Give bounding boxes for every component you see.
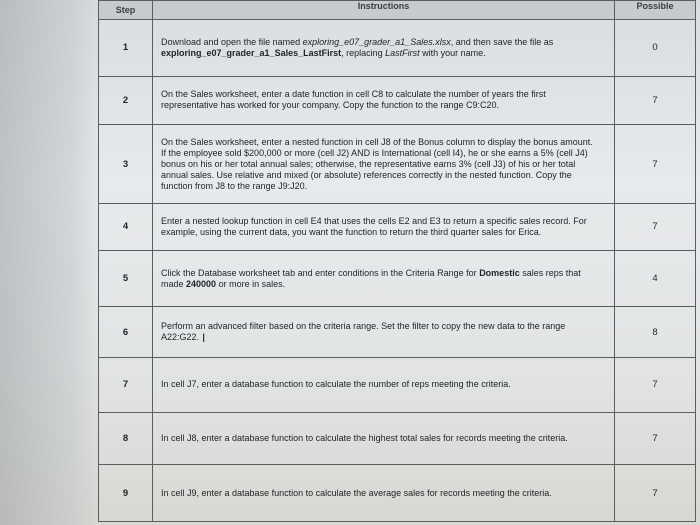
table-row: [99, 307, 696, 358]
table-row: [99, 125, 696, 204]
possible-points: 7: [615, 358, 696, 413]
text-cursor-icon: I: [202, 330, 206, 345]
instruction-text: [153, 204, 615, 251]
header-instructions: Instructions: [153, 1, 615, 20]
instruction-segment: with your name.: [419, 47, 486, 58]
table-row: [99, 250, 696, 307]
instruction-segment: Click the Database worksheet tab and enter conditions in the Criteria Range for: [161, 267, 480, 278]
instruction-segment: In cell J7, enter a database function to calculate the number of reps meeting the criteria.: [161, 379, 511, 390]
instruction-segment: sales reps that made: [161, 267, 581, 289]
instruction-segment: In cell J9, enter a database function to calculate the average sales for records meeting the criteria.: [161, 487, 552, 498]
instruction-segment: 240000: [186, 278, 217, 289]
instruction-segment: or more in sales.: [216, 278, 286, 289]
possible-points: 7: [615, 204, 696, 251]
table-row: [99, 204, 696, 251]
possible-points: 7: [615, 76, 696, 125]
instruction-segment: On the Sales worksheet, enter a nested function in cell J8 of the Bonus column to display the bonus amount. If the employee sold $200,000 or more (cell J2) AND is International (cell I4), he or she earns a 5% (cell J4) bonus on his or her total annual sales; otherwise, the representative earns 3% (cell J3) of his or her total annual sales. Use relative and mixed (or absolute) references correctly in the nested function. Copy the function from J8 to the range J9:J20.: [161, 136, 593, 191]
possible-points: 7: [615, 412, 696, 465]
left-shadow: [0, 0, 102, 525]
header-possible: Possible: [615, 1, 696, 20]
step-number: 4: [99, 204, 153, 251]
instruction-segment: Download and open the file named: [161, 36, 303, 47]
step-number: 8: [99, 412, 153, 465]
table-row: [99, 412, 696, 465]
instruction-text: [153, 20, 615, 77]
instruction-segment: exploring_e07_grader_a1_Sales_LastFirst: [161, 47, 342, 58]
instruction-text: [153, 412, 615, 465]
step-number: 3: [99, 125, 153, 204]
instruction-segment: LastFirst: [385, 47, 420, 58]
instruction-segment: Perform an advanced filter based on the criteria range. Set the filter to copy the new data to the range A22:G22.: [161, 320, 566, 342]
header-step: Step: [99, 1, 153, 20]
instruction-text: [153, 76, 615, 125]
instruction-segment: On the Sales worksheet, enter a date function in cell C8 to calculate the number of years the first representative has worked for your company. Copy the function to the range C9:C20.: [161, 89, 546, 111]
step-number: 2: [99, 76, 153, 125]
instruction-segment: , and then save the file as: [450, 36, 554, 47]
step-number: 5: [99, 250, 153, 307]
instruction-text: [153, 250, 615, 307]
step-number: 1: [99, 20, 153, 77]
step-number: 9: [99, 465, 153, 522]
possible-points: 4: [615, 250, 696, 307]
table-header-row: [99, 1, 696, 20]
table-row: [99, 465, 696, 522]
instruction-text: [153, 125, 615, 204]
instruction-segment: In cell J8, enter a database function to calculate the highest total sales for records meeting the criteria.: [161, 432, 568, 443]
possible-points: 0: [615, 20, 696, 77]
instruction-text: [153, 307, 615, 358]
instructions-table: [98, 0, 696, 522]
instruction-text: [153, 465, 615, 522]
instruction-segment: exploring_e07_grader_a1_Sales.xlsx: [302, 36, 451, 47]
instruction-segment: Domestic: [479, 267, 520, 278]
possible-points: 8: [615, 307, 696, 358]
possible-points: 7: [615, 465, 696, 522]
instruction-segment: , replacing: [341, 47, 386, 58]
step-number: 6: [99, 307, 153, 358]
table-body: [99, 20, 696, 522]
table-row: [99, 76, 696, 125]
step-number: 7: [99, 358, 153, 413]
table-row: [99, 358, 696, 413]
possible-points: 7: [615, 125, 696, 204]
table-row: [99, 20, 696, 77]
instruction-text: [153, 358, 615, 413]
instruction-segment: Enter a nested lookup function in cell E4 that uses the cells E2 and E3 to return a specific sales record. For example, using the current data, you want the function to return the third quarter sales for Erica.: [161, 215, 587, 237]
